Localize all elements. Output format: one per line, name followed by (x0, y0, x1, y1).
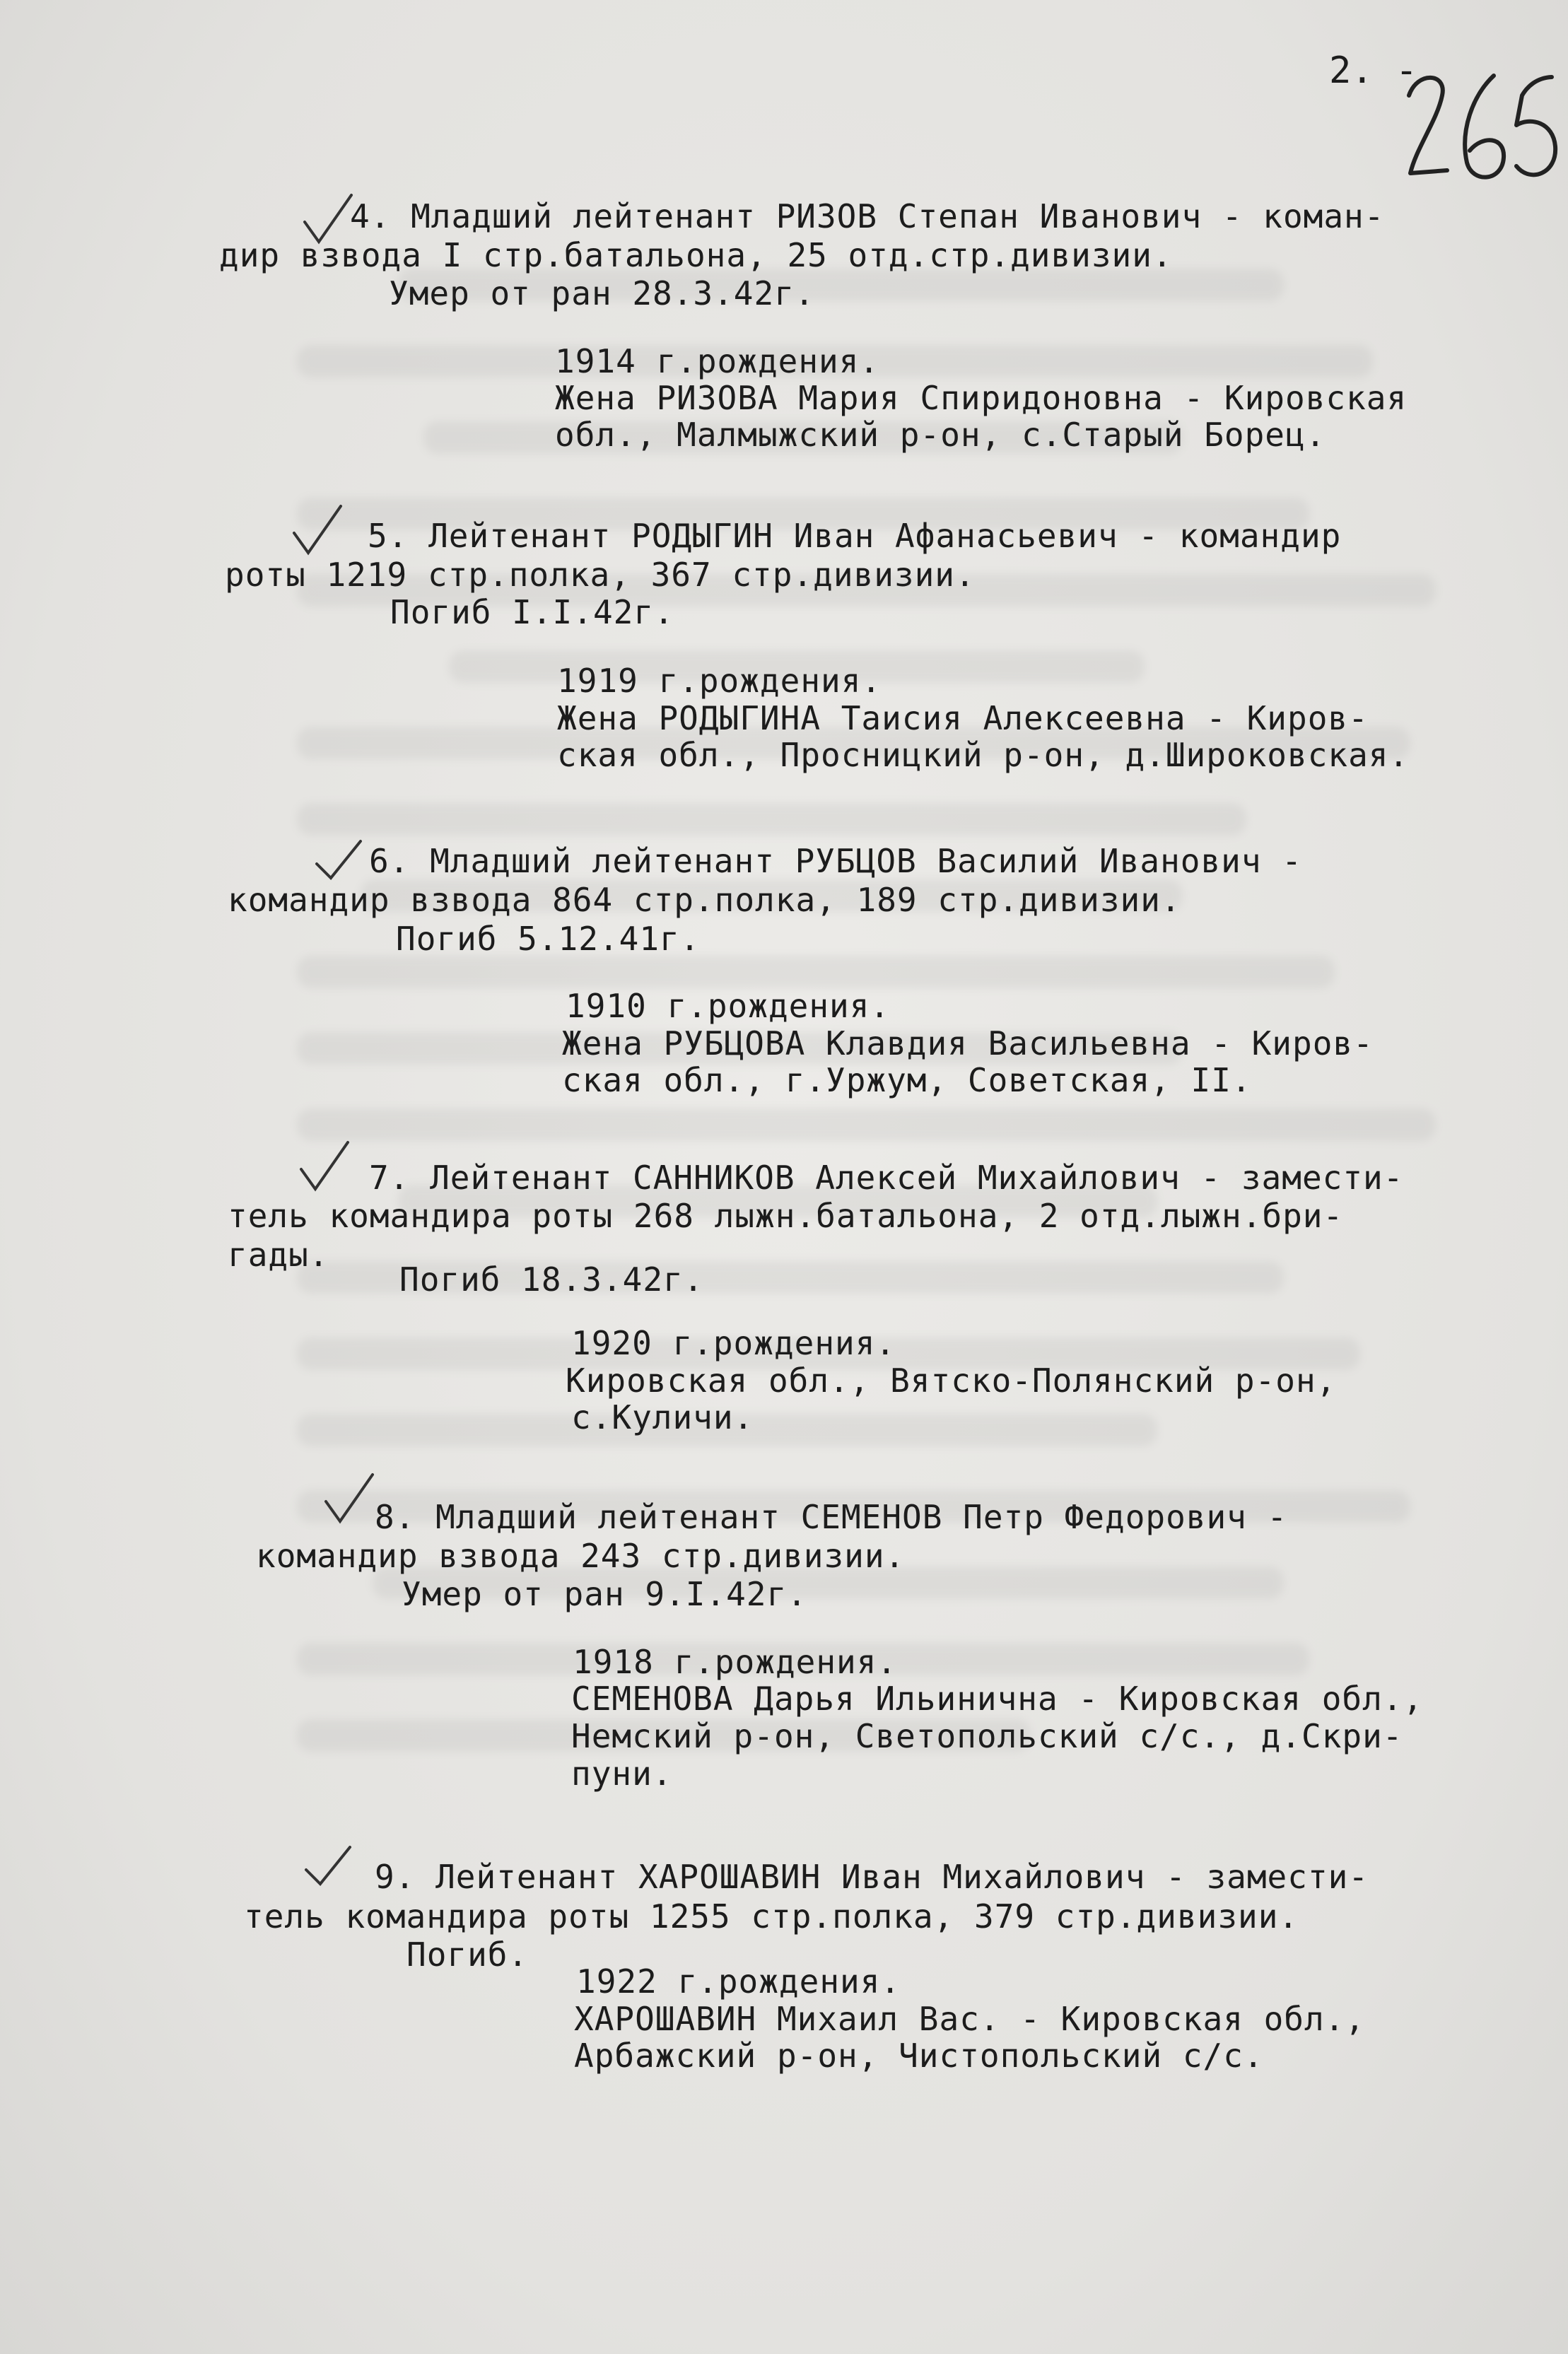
entry-7-line-2: тель командира роты 268 лыжн.батальона, 2 отд.лыжн.бри- (228, 1197, 1344, 1235)
check-mark-icon (311, 828, 368, 885)
entry-7-birth: 1920 г.рождения. (571, 1324, 896, 1362)
entry-9-line-1: 9. Лейтенант ХАРОШАВИН Иван Михайлович - замести- (375, 1858, 1369, 1896)
entry-4-line-2: дир взвода I стр.батальона, 25 отд.стр.дивизии. (219, 236, 1173, 274)
entry-4-kin-1: Жена РИЗОВА Мария Спиридоновна - Кировская (555, 379, 1408, 417)
entry-8-line-2: командир взвода 243 стр.дивизии. (256, 1537, 906, 1575)
entry-8-status: Умер от ран 9.I.42г. (402, 1575, 807, 1613)
entry-9-kin-1: ХАРОШАВИН Михаил Вас. - Кировская обл., (574, 2000, 1366, 2038)
entry-6-kin-2: ская обл., г.Уржум, Советская, II. (562, 1061, 1252, 1099)
entry-4-birth: 1914 г.рождения. (555, 342, 880, 380)
entry-8-kin-1: СЕМЕНОВА Дарья Ильинична - Кировская обл., (571, 1680, 1424, 1718)
check-mark-icon (290, 502, 346, 558)
check-mark-icon (322, 1470, 378, 1527)
entry-7-line-1: 7. Лейтенант САННИКОВ Алексей Михайлович - замести- (369, 1159, 1404, 1197)
entry-5-birth: 1919 г.рождения. (557, 662, 882, 700)
entry-7-kin-1: Кировская обл., Вятско-Полянский р-он, (566, 1362, 1337, 1400)
check-mark-icon (300, 1834, 357, 1891)
entry-5-kin-1: Жена РОДЫГИНА Таисия Алексеевна - Киров- (557, 699, 1369, 737)
entry-5-line-1: 5. Лейтенант РОДЫГИН Иван Афанасьевич - командир (368, 517, 1342, 555)
entry-8-kin-2: Немский р-он, Светопольский с/с., д.Скри- (571, 1717, 1403, 1755)
entry-6-birth: 1910 г.рождения. (566, 987, 891, 1025)
entry-5-line-2: роты 1219 стр.полка, 367 стр.дивизии. (225, 556, 976, 594)
entry-7-status: Погиб 18.3.42г. (399, 1260, 704, 1299)
entry-9-status: Погиб. (406, 1936, 529, 1974)
entry-6-line-1: 6. Младший лейтенант РУБЦОВ Василий Иванович - (369, 842, 1302, 880)
entry-4-status: Умер от ран 28.3.42г. (389, 274, 815, 312)
entry-8-birth: 1918 г.рождения. (573, 1643, 898, 1681)
entry-7-line-3: гады. (228, 1236, 329, 1274)
page-number: 2. - (1329, 49, 1418, 92)
entry-9-birth: 1922 г.рождения. (576, 1962, 901, 2001)
entry-4-kin-2: обл., Малмыжский р-он, с.Старый Борец. (555, 416, 1326, 454)
entry-5-status: Погиб I.I.42г. (390, 593, 674, 631)
entry-6-line-2: командир взвода 864 стр.полка, 189 стр.дивизии. (228, 881, 1181, 919)
entry-5-kin-2: ская обл., Просницкий р-он, д.Широковская. (557, 736, 1410, 774)
entry-7-kin-2: с.Куличи. (571, 1398, 754, 1436)
entry-4-line-1: 4. Младший лейтенант РИЗОВ Степан Иванович - коман- (350, 197, 1385, 235)
entry-9-kin-2: Арбажский р-он, Чистопольский с/с. (574, 2037, 1264, 2075)
entry-6-kin-1: Жена РУБЦОВА Клавдия Васильевна - Киров- (562, 1024, 1374, 1062)
check-mark-icon (297, 1138, 353, 1195)
entry-8-line-1: 8. Младший лейтенант СЕМЕНОВ Петр Федорович - (375, 1498, 1288, 1536)
entry-6-status: Погиб 5.12.41г. (396, 920, 701, 958)
entry-9-line-2: тель командира роты 1255 стр.полка, 379 стр.дивизии. (244, 1897, 1299, 1936)
handwritten-archive-number (1403, 67, 1566, 201)
entry-8-kin-3: пуни. (571, 1755, 673, 1793)
